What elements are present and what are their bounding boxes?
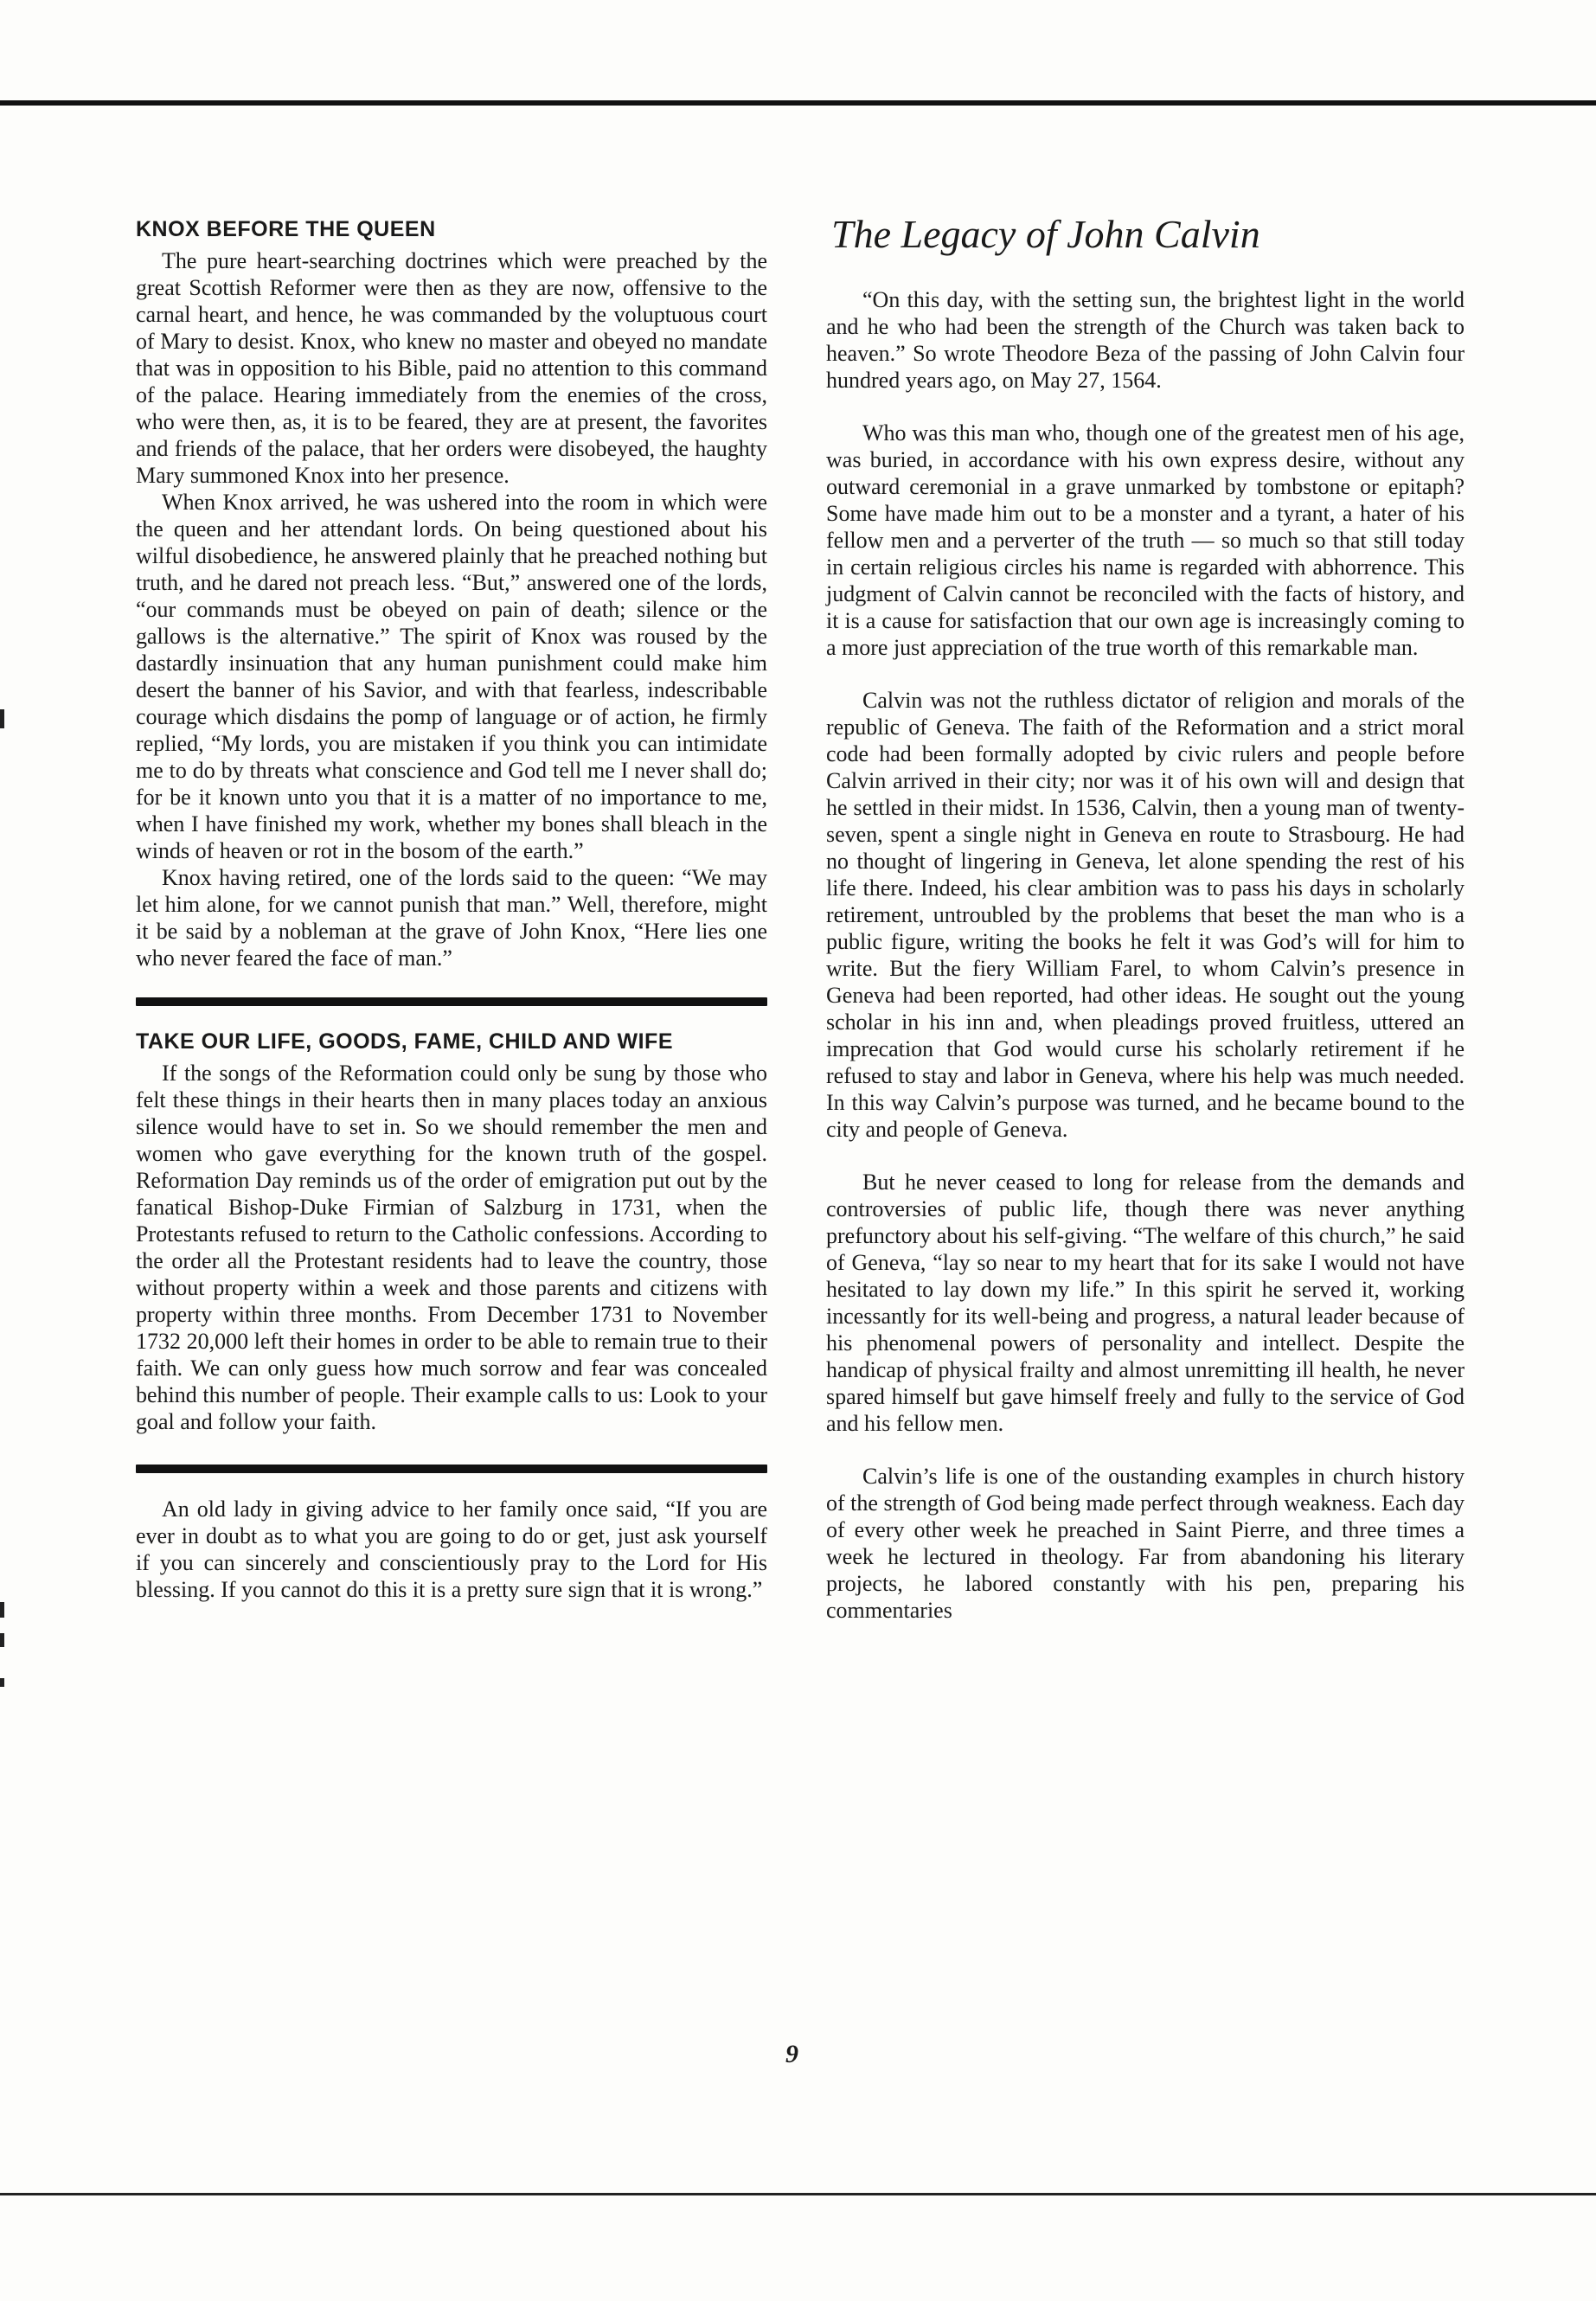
margin-mark [0,709,4,728]
reformation-article [136,1029,767,1435]
reformation-paragraph: If the songs of the Reformation could only be sung by those who felt these things in their hearts then in many places today an anxious silence would have to set in. So we should remember the men and women who gave everything for the known truth of the gospel. Reformation Day reminds us of the order of emigration put out by the fanatical Bishop-Duke Firmian of Salzburg in 1731, when the Protestants refused to return to the Catholic confessions. According to the order all the Protestant residents had to leave the country, those without property within a week and those parents and citizens with property within three months. From December 1731 to November 1732 20,000 left their homes in order to be able to remain true to their faith. We can only guess how much sorrow and fear was concealed behind this number of people. Their example calls to us: Look to your goal and follow your faith. [136,1061,767,1434]
bottom-border-rule [0,2193,1596,2195]
calvin-paragraph: Calvin’s life is one of the oustanding examples in church history of the strength of God being made perfect through weakness. Each day of every other week he preached in Saint Pierre, and three times a week he lectured in theology. Far from abandoning his literary projects, he labored constantly with his pen, preparing his commentaries [826,1464,1465,1623]
margin-mark [0,1678,4,1687]
section-divider [136,1465,767,1473]
calvin-title: The Legacy of John Calvin [831,212,1260,256]
old-lady-article [136,1496,767,1603]
page-number: 9 [785,2040,798,2068]
old-lady-paragraph: An old lady in giving advice to her family once said, “If you are ever in doubt as to what you are going to do or get, just ask yourself if you can sincerely and conscientiously pray to the Lord for His blessing. If you cannot do this it is a pretty sure sign that it is wrong.” [136,1497,767,1602]
margin-mark [0,1633,4,1647]
knox-article [136,216,767,971]
calvin-paragraph: “On this day, with the setting sun, the brightest light in the world and he who had been the strength of the Church was taken back to heaven.” So wrote Theodore Beza of the passing of John Calvin four hundred years ago, on May 27, 1564. [826,287,1465,393]
calvin-paragraph: Who was this man who, though one of the greatest men of his age, was buried, in accordance with his own express desire, without any outward ceremonial in a grave unmarked by tombstone or epitaph? Some have made him out to be a monster and a tyrant, a hater of his fellow men and a perverter of the truth — so much so that still today in certain religious circles his name is regarded with abhorrence. This judgment of Calvin cannot be reconciled with the facts of history, and it is a cause for satisfaction that our own age is increasingly coming to a more just appreciation of the true worth of this remarkable man. [826,420,1465,660]
knox-paragraph: Knox having retired, one of the lords said to the queen: “We may let him alone, for we cannot punish that man.” Well, therefore, might it be said by a nobleman at the grave of John Knox, “Here lies one who never feared the face of man.” [136,865,767,971]
calvin-paragraph: But he never ceased to long for release from the demands and controversies of public life, though there was never anything prefunctory about his self-giving. “The welfare of this church,” he said of Geneva, “lay so near to my heart that for its sake I would not have hesitated to lay down my life.” In this spirit he served it, working incessantly for its well-being and progress, a natural leader because of his phenomenal powers of personality and intellect. Despite the handicap of physical frailty and almost unremitting ill health, he never spared himself but gave himself freely and fully to the service of God and his fellow men. [826,1170,1465,1436]
calvin-paragraph: Calvin was not the ruthless dictator of religion and morals of the republic of Geneva. The faith of the Reformation and a strict moral code had been formally adopted by civic rulers and people before Calvin arrived in their city; nor was it of his own will and design that he settled in their midst. In 1536, Calvin, then a young man of twenty-seven, spent a single night in Geneva en route to Strasbourg. He had no thought of lingering in Geneva, let alone spending the rest of his life there. Indeed, his clear ambition was to pass his days in scholarly retirement, untroubled by the problems that beset the man who is a public figure, writing the books he felt it was God’s will for him to write. But the fiery William Farel, to whom Calvin’s presence in Geneva had been reported, had other ideas. He sought out the young scholar in his inn and, when pleadings proved fruitless, uttered an imprecation that God would curse his scholarly retirement if he refused to stay and labor in Geneva, where his help was much needed. In this way Calvin’s purpose was turned, and he became bound to the city and people of Geneva. [826,688,1465,1142]
left-column [136,216,767,1603]
right-column [826,212,1465,1624]
calvin-article [826,212,1465,1624]
top-border-rule [0,100,1596,106]
knox-paragraph: The pure heart-searching doctrines which were preached by the great Scottish Reformer were then as they are now, offensive to the carnal heart, and hence, he was commanded by the voluptuous court of Mary to desist. Knox, who knew no master and obeyed no mandate that was in opposition to his Bible, paid no attention to this command of the palace. Hearing immediately from the enemies of the cross, who were then, as, it is to be feared, they are at present, the favorites and friends of the palace, that her orders were disobeyed, the haughty Mary summoned Knox into her presence. [136,248,767,488]
section-divider [136,997,767,1006]
reformation-heading: TAKE OUR LIFE, GOODS, FAME, CHILD AND WIFE [136,1029,673,1054]
knox-paragraph: When Knox arrived, he was ushered into the room in which were the queen and her attendant lords. On being questioned about his wilful disobedience, he answered plainly that he preached nothing but truth, and he dared not preach less. “But,” answered one of the lords, “our commands must be obeyed on pain of death; silence or the gallows is the alternative.” The spirit of Knox was roused by the dastardly insinuation that any human punishment could make him desert the banner of his Savior, and with that fearless, indescribable courage which disdains the pomp of language or of action, he firmly replied, “My lords, you are mistaken if you think you can intimidate me to do by threats what conscience and God tell me I never shall do; for be it known unto you that it is a matter of no importance to me, when I have finished my work, whether my bones shall bleach in the winds of heaven or rot in the bosom of the earth.” [136,490,767,863]
knox-heading: KNOX BEFORE THE QUEEN [136,217,436,241]
margin-mark [0,1602,4,1618]
